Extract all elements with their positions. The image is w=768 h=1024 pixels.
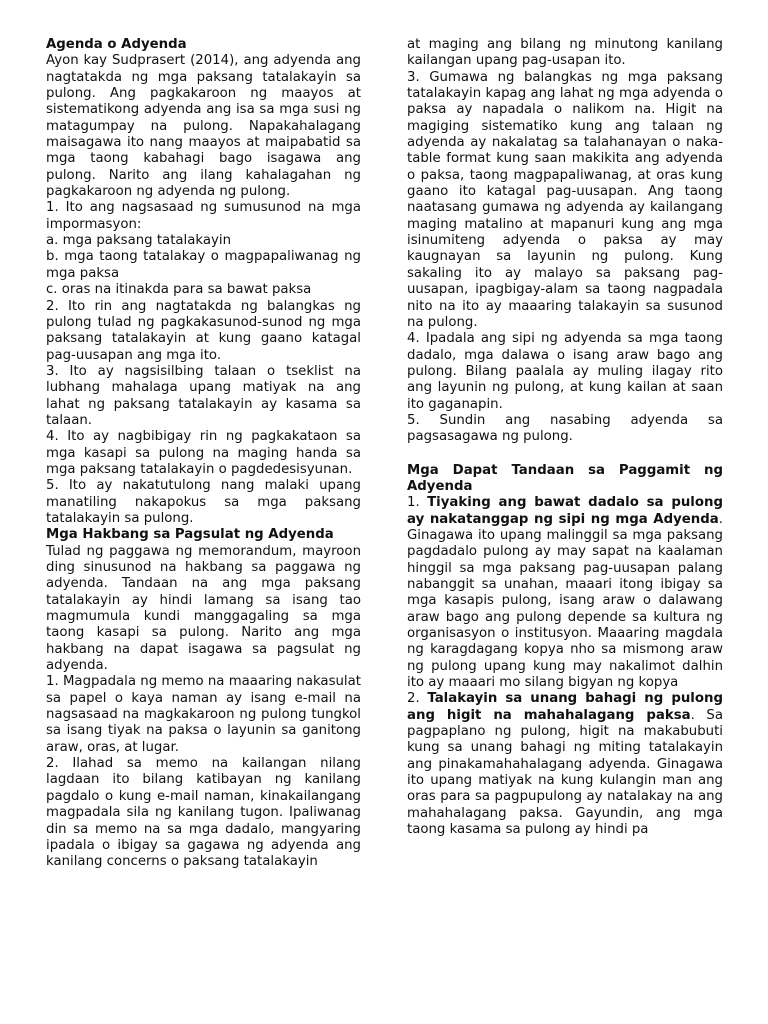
reminder-2-text: . Sa pagpaplano ng pulong, higit na makabubuti kung sa unang bahagi ng miting tatalakayin ang pinakamahahalagang adyenda. Ginagawa ito upang matiyak na kung kulangin man ang oras para sa pagpupulong ay natalakay na ang mahahalagang paksa. Gayundin, ang mga taong kasama sa pulong ay hindi pa: [407, 707, 723, 838]
paragraph-intro: Ayon kay Sudprasert (2014), ang adyenda ang nagtatakda ng mga paksang tatalakayin sa pulong. Ang pagkakaroon ng maayos at sistematikong adyenda ang isa sa mga susi ng matagumpay na pulong. Napakahalagang maisagawa ito nang maayos at maipabatid sa mga taong kabahagi bago isagawa ang pulong. Narito ang ilang kahalagahan ng pagkakaroon ng adyenda ng pulong.: [46, 53, 361, 200]
list-item-1a: a. mga paksang tatalakayin: [46, 233, 232, 249]
list-item-1: 1. Ito ang nagsasaad ng sumusunod na mga impormasyon:: [46, 200, 361, 232]
list-item-1c: c. oras na itinakda para sa bawat paksa: [46, 282, 312, 298]
list-item-3: 3. Ito ay nagsisilbing talaan o tseklist na lubhang mahalaga upang matiyak na ang lahat ng paksang tatalakayin ay kasama sa talaan.: [46, 363, 361, 428]
reminder-1-text: . Ginagawa ito upang malinggil sa mga paksang pagdadalo pulong ay may sapat na kaalaman hinggil sa mga paksang pag-uusapan palang nabanggit sa unahan, maaari itong ibigay sa mga kasapis pulong, isang araw o dalawang araw bago ang pulong depende sa kultura ng organisasyon o institusyon. Maaaring magdala ng karagdagang kopya nho sa mismong araw ng pulong upang kung may nakalimot dalhin ito ay maaari mo silang bigyan ng kopya: [407, 511, 723, 691]
section-title-reminders: Mga Dapat Tandaan sa Paggamit ng Adyenda: [407, 462, 723, 494]
reminder-2: [407, 691, 723, 838]
step-2: 2. Ilahad sa memo na kailangan nilang lagdaan ito bilang katibayan ng kanilang pagdalo o kung e-mail naman, kinakailangang magpadala sila ng kanilang tugon. Ipaliwanag din sa memo na sa mga dadalo, mangyaring ipadala o ibigay sa gagawa ng adyenda ang kanilang concerns o paksang tatalakayin: [46, 756, 361, 870]
step-2-continued: at maging ang bilang ng minutong kanilang kailangan upang pag-usapan ito.: [407, 37, 723, 69]
paragraph-steps-intro: Tulad ng paggawa ng memorandum, mayroon ding sinusunod na hakbang sa paggawa ng adyenda. Tandaan na ang mga paksang tatalakayin ay hindi lamang sa isang tao magmumula kundi manggagaling sa mga taong kasapi sa pulong. Narito ang mga hakbang na dapat isagawa sa pagsulat ng adyenda.: [46, 543, 361, 674]
step-4: 4. Ipadala ang sipi ng adyenda sa mga taong dadalo, mga dalawa o isang araw bago ang pulong. Bilang paalala ay muling ilagay rito ang layunin ng pulong, at kung kailan at saan ito gaganapin.: [407, 331, 723, 412]
reminder-2-number: 2.: [407, 691, 428, 707]
section-title-agenda: Agenda o Adyenda: [46, 37, 187, 52]
step-3: 3. Gumawa ng balangkas ng mga paksang tatalakayin kapag ang lahat ng mga adyenda o paksa ay napadala o nalikom na. Higit na magiging sistematiko kung ang talaan ng adyenda ay nakalatag sa talahanayan o naka-table format kung saan makikita ang adyenda o paksa, taong magpapaliwanag, at oras kung gaano ito katagal pag-uusapan. Ang taong naatasang gumawa ng adyenda ay kailangang maging matalino at mapanuri kung ang mga isinumiteng adyenda o paksa ay may kaugnayan sa layunin ng pulong. Kung sakaling ito ay malayo sa paksang pag-uusapan, ipagbigay-alam sa taong nagpadala nito na ito ay maaaring talakayin sa susunod na pulong.: [407, 69, 723, 330]
list-item-5: 5. Ito ay nakatutulong nang malaki upang manatiling nakapokus sa mga paksang tatalakayin sa pulong.: [46, 478, 361, 526]
step-1: 1. Magpadala ng memo na maaaring nakasulat sa papel o kaya naman ay isang e-mail na nagsasaad na magkakaroon ng pulong tungkol sa isang tiyak na paksa o layunin sa ganitong araw, oras, at lugar.: [46, 674, 361, 755]
step-5: 5. Sundin ang nasabing adyenda sa pagsasagawa ng pulong.: [407, 412, 723, 445]
reminder-1-number: 1.: [407, 495, 428, 511]
section-spacer: [407, 446, 723, 463]
reminder-2-heading: Talakayin sa unang bahagi ng pulong ang higit na mahahalagang paksa: [407, 691, 723, 723]
list-item-1b: b. mga taong tatalakay o magpapaliwanag ng mga paksa: [46, 249, 361, 281]
reminder-1: [407, 495, 723, 691]
list-item-2: 2. Ito rin ang nagtatakda ng balangkas ng pulong tulad ng pagkakasunod-sunod ng mga paksang tatalakayin at kung gaano katagal pag-uusapan ang mga ito.: [46, 298, 361, 363]
section-title-steps: Mga Hakbang sa Pagsulat ng Adyenda: [46, 527, 334, 543]
right-column: [407, 37, 723, 839]
left-column: [46, 37, 361, 871]
reminder-1-heading: Tiyaking ang bawat dadalo sa pulong ay nakatanggap ng sipi ng mga Adyenda: [407, 495, 723, 527]
list-item-4: 4. Ito ay nagbibigay rin ng pagkakataon sa mga kasapi sa pulong na maging handa sa mga paksang tatalakayin o pagdedesisyunan.: [46, 429, 361, 477]
